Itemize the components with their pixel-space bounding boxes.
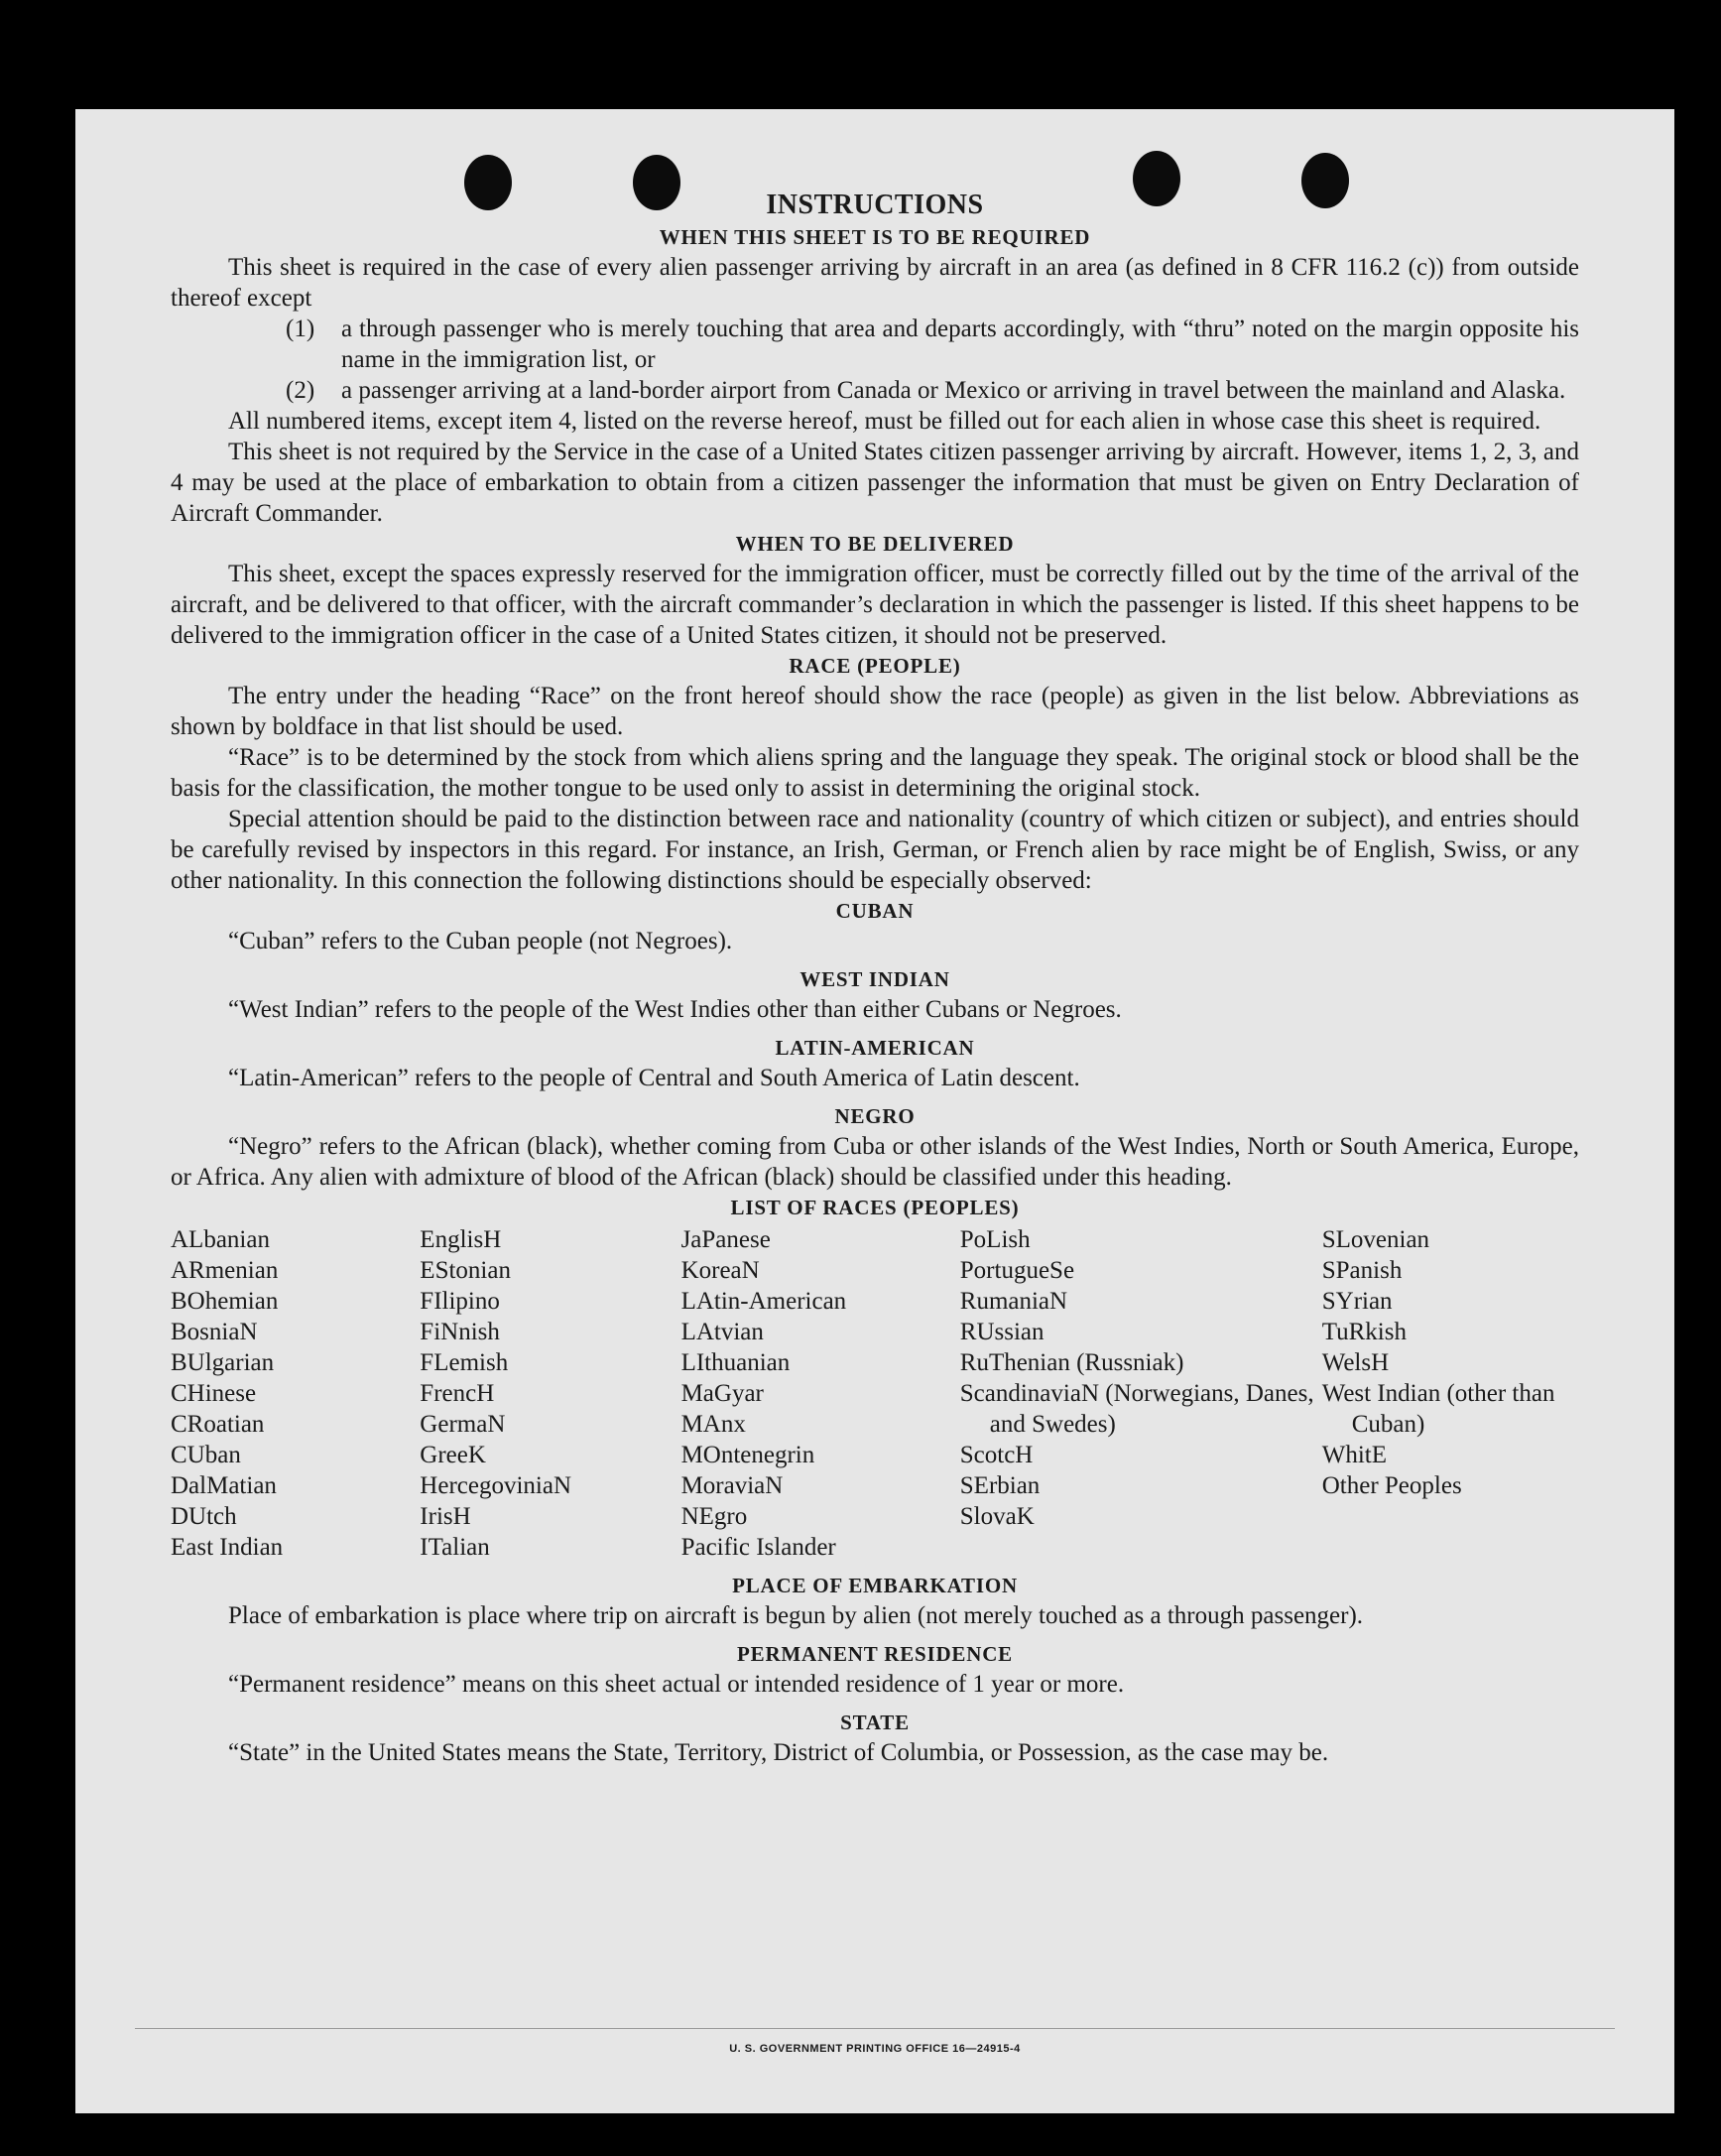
race-column [1322, 1224, 1579, 1563]
paragraph: “Permanent residence” means on this sheet actual or intended residence of 1 year or more. [228, 1671, 1125, 1698]
race-entry: WhitE [1321, 1442, 1387, 1468]
race-entry: ALbanian [171, 1226, 270, 1253]
race-entry: MOntenegrin [680, 1442, 815, 1468]
section-heading: LIST OF RACES (PEOPLES) [730, 1196, 1020, 1219]
race-column [171, 1224, 420, 1563]
section-heading: LATIN-AMERICAN [775, 1036, 975, 1060]
race-entry: ScotcH [959, 1442, 1034, 1468]
paragraph: Place of embarkation is place where trip on aircraft is begun by alien (not merely touched as a through passenger). [228, 1602, 1364, 1629]
paragraph: “West Indian” refers to the people of the West Indies other than either Cubans or Negroes. [228, 996, 1122, 1023]
race-entry: DalMatian [171, 1472, 277, 1499]
race-entry: LAtvian [680, 1319, 764, 1345]
race-entry: EStonian [420, 1257, 511, 1284]
paragraph: “State” in the United States means the State, Territory, District of Columbia, or Possession, as the case may be. [228, 1739, 1329, 1766]
race-entry: BOhemian [171, 1288, 279, 1315]
race-entry: SPanish [1321, 1257, 1403, 1284]
section-heading: STATE [840, 1711, 910, 1734]
race-entry: MoraviaN [680, 1472, 784, 1499]
race-entry: BosniaN [171, 1319, 258, 1345]
paragraph: “Cuban” refers to the Cuban people (not Negroes). [228, 928, 733, 954]
document-body [171, 189, 1579, 1768]
item-text: a through passenger who is merely touching that area and departs accordingly, with “thru” noted on the margin opposite his name in the immigration list, or [341, 316, 1579, 373]
paragraph: This sheet is not required by the Service in the case of a United States citizen passenger arriving by aircraft. However, items 1, 2, 3, and 4 may be used at the place of embarkation to obtain from a citizen passenger the information that must be given on Entry Declaration of Aircraft Commander. [171, 439, 1579, 527]
race-column [681, 1224, 960, 1563]
paragraph: “Negro” refers to the African (black), whether coming from Cuba or other islands of the West Indies, North or South America, Europe, or Africa. Any alien with admixture of blood of the African (black) should be classified under this heading. [171, 1133, 1579, 1191]
race-list [171, 1224, 1579, 1563]
race-entry: Other Peoples [1321, 1472, 1462, 1499]
race-entry: CHinese [171, 1380, 257, 1407]
race-entry: DUtch [171, 1503, 237, 1530]
race-entry: West Indian (other than Cuban) [1321, 1380, 1555, 1438]
race-entry: PortugueSe [959, 1257, 1075, 1284]
race-entry: EnglisH [420, 1226, 502, 1253]
race-entry: ARmenian [171, 1257, 279, 1284]
race-entry: JaPanese [680, 1226, 771, 1253]
paragraph: “Latin-American” refers to the people of Central and South America of Latin descent. [228, 1065, 1080, 1091]
section-heading: NEGRO [834, 1104, 916, 1128]
race-entry: RuThenian (Russniak) [959, 1349, 1184, 1376]
race-entry: HercegoviniaN [420, 1472, 572, 1499]
race-entry: ScandinaviaN (Norwegians, Danes, and Swedes) [959, 1380, 1314, 1438]
race-entry: ITalian [420, 1534, 490, 1561]
race-entry: SErbian [959, 1472, 1041, 1499]
paragraph: Special attention should be paid to the distinction between race and nationality (country of which citizen or subject), and entries should be carefully revised by inspectors in this regard. For instance, an Irish, German, or French alien by race might be of English, Swiss, or any other nationality. In this connection the following distinctions should be especially observed: [171, 806, 1579, 894]
race-entry: NEgro [680, 1503, 748, 1530]
race-entry: RumaniaN [959, 1288, 1068, 1315]
printer-imprint: U. S. GOVERNMENT PRINTING OFFICE 16—24915-4 [729, 2043, 1021, 2055]
list-item [286, 314, 1579, 375]
race-entry: IrisH [420, 1503, 471, 1530]
paragraph: This sheet is required in the case of every alien passenger arriving by aircraft in an area (as defined in 8 CFR 116.2 (c)) from outside thereof except [171, 254, 1579, 312]
paragraph: This sheet, except the spaces expressly reserved for the immigration officer, must be correctly filled out by the time of the arrival of the aircraft, and be delivered to that officer, with the aircraft commander’s declaration in which the passenger is listed. If this sheet happens to be delivered to the immigration officer in the case of a United States citizen, it should not be preserved. [171, 561, 1579, 649]
document-sheet [75, 109, 1674, 2113]
race-entry: KoreaN [680, 1257, 760, 1284]
paragraph: “Race” is to be determined by the stock from which aliens spring and the language they speak. The original stock or blood shall be the basis for the classification, the mother tongue to be used only to assist in determining the original stock. [171, 744, 1579, 802]
race-entry: GreeK [420, 1442, 486, 1468]
race-entry: LAtin-American [680, 1288, 847, 1315]
page-title: INSTRUCTIONS [766, 190, 984, 220]
divider [135, 2028, 1615, 2029]
race-entry: FrencH [420, 1380, 495, 1407]
race-entry: PoLish [959, 1226, 1031, 1253]
race-entry: RUssian [959, 1319, 1045, 1345]
section-heading: PLACE OF EMBARKATION [732, 1574, 1018, 1597]
race-entry: TuRkish [1321, 1319, 1407, 1345]
race-entry: SlovaK [959, 1503, 1035, 1530]
paragraph: The entry under the heading “Race” on the front hereof should show the race (people) as given in the list below. Abbreviations as shown by boldface in that list should be used. [171, 683, 1579, 740]
section-heading: WEST INDIAN [799, 967, 950, 991]
section-heading: WHEN TO BE DELIVERED [735, 532, 1015, 556]
race-entry: SYrian [1321, 1288, 1393, 1315]
race-entry: LIthuanian [680, 1349, 791, 1376]
race-entry: FLemish [420, 1349, 509, 1376]
race-entry: WelsH [1321, 1349, 1390, 1376]
section-heading: RACE (PEOPLE) [789, 654, 961, 678]
list-item [286, 375, 1579, 406]
race-entry: FiNnish [420, 1319, 500, 1345]
race-entry: SLovenian [1321, 1226, 1430, 1253]
race-entry: GermaN [420, 1411, 506, 1438]
race-entry: CRoatian [171, 1411, 265, 1438]
section-heading: PERMANENT RESIDENCE [737, 1642, 1013, 1666]
race-entry: Pacific Islander [680, 1534, 836, 1561]
race-entry: MAnx [680, 1411, 746, 1438]
race-entry: FIlipino [420, 1288, 500, 1315]
item-number: (1) [286, 316, 315, 342]
paragraph: All numbered items, except item 4, listed on the reverse hereof, must be filled out for each alien in whose case this sheet is required. [228, 408, 1541, 435]
race-entry: East Indian [171, 1534, 284, 1561]
race-entry: CUban [171, 1442, 241, 1468]
race-column [420, 1224, 680, 1563]
race-entry: BUlgarian [171, 1349, 275, 1376]
race-column [960, 1224, 1322, 1563]
section-heading: WHEN THIS SHEET IS TO BE REQUIRED [659, 225, 1091, 249]
race-entry: MaGyar [680, 1380, 764, 1407]
section-heading: CUBAN [835, 899, 915, 923]
item-text: a passenger arriving at a land-border airport from Canada or Mexico or arriving in travel between the mainland and Alaska. [341, 377, 1566, 404]
item-number: (2) [286, 377, 315, 404]
